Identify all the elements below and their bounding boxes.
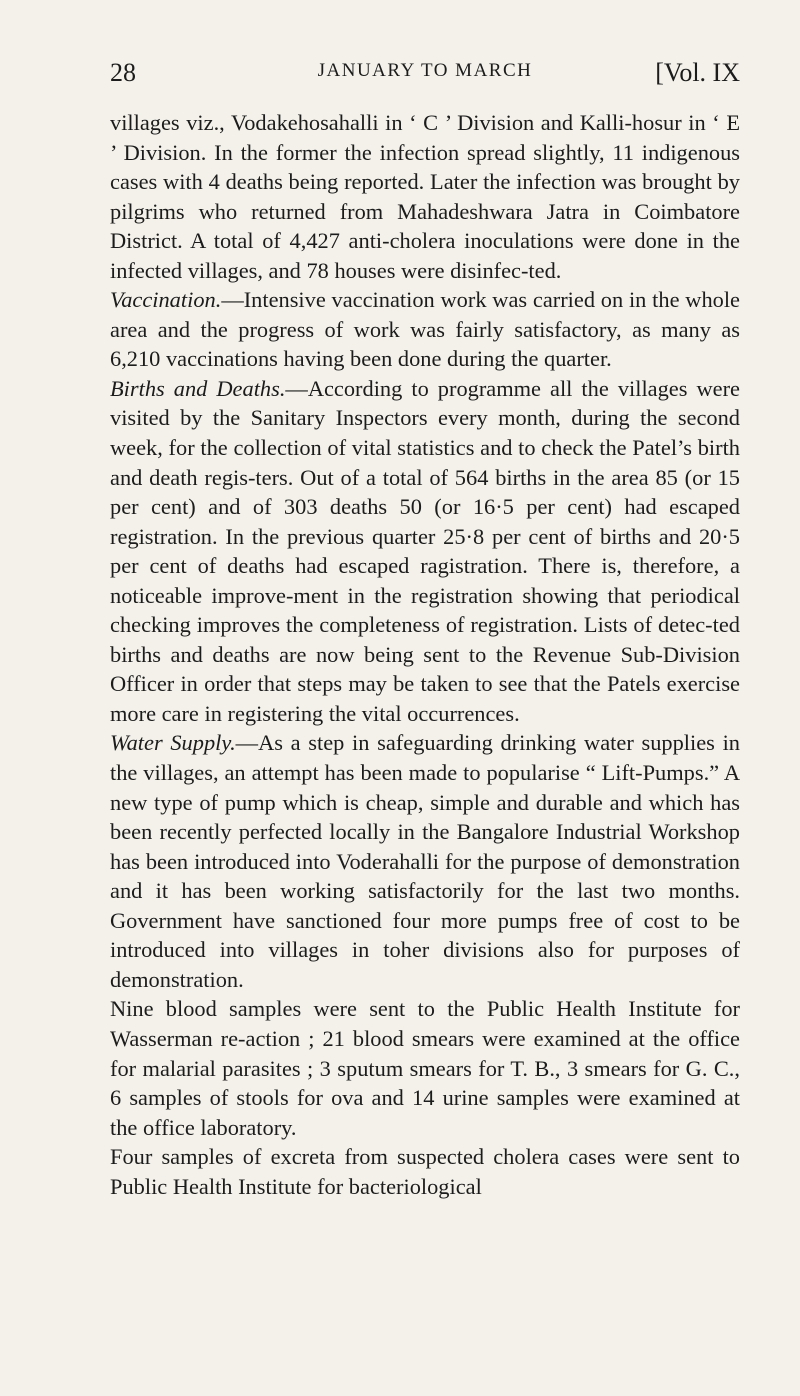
paragraph-lead: Births and Deaths.	[110, 375, 286, 401]
paragraph-cholera-continued	[110, 108, 740, 285]
paragraph-vaccination	[110, 285, 740, 374]
paragraph-text: —As a step in safeguarding drinking water supplies in the villages, an attempt has been made to popularise “ Lift-Pumps.” A new type of pump which is cheap, simple and durable and which has been recently perfected locally in the Bangalore Industrial Workshop has been introduced into Voderahalli for the purpose of demonstration and it has been working satisfactorily for the last two months. Government have sanctioned four more pumps free of cost to be introduced into villages in toher divisions also for purposes of demonstration.	[110, 730, 740, 992]
running-head	[110, 58, 740, 92]
paragraph-births-deaths	[110, 374, 740, 729]
paragraph-lead: Water Supply.	[110, 730, 236, 756]
paragraph-excreta-samples	[110, 1142, 740, 1201]
section-title: JANUARY TO MARCH	[317, 60, 533, 81]
paragraph-text: Nine blood samples were sent to the Public Health Institute for Wasserman re-action ; 21 blood smears were examined at the office for malarial parasites ; 3 sputum smears for T. B., 3 smears for G. C., 6 samples of stools for ova and 14 urine samples were examined at the office laboratory.	[110, 996, 740, 1140]
volume-label: [Vol. IX	[655, 58, 740, 87]
page-number: 28	[110, 58, 136, 87]
paragraph-text: villages viz., Vodakehosahalli in ‘ C ’ Division and Kalli-hosur in ‘ E ’ Division. In the former the infection spread slightly, 11 indigenous cases with 4 deaths being reported. Later the infection was brought by pilgrims who returned from Mahadeshwara Jatra in Coimbatore District. A total of 4,427 anti-cholera inoculations were done in the infected villages, and 78 houses were disinfec-ted.	[110, 110, 740, 283]
paragraph-blood-samples	[110, 994, 740, 1142]
paragraph-text: —Intensive vaccination work was carried on in the whole area and the progress of work was fairly satisfactory, as many as 6,210 vaccinations having been done during the quarter.	[110, 287, 740, 372]
paragraph-text: —According to programme all the villages were visited by the Sanitary Inspectors every month, during the second week, for the collection of vital statistics and to check the Patel’s birth and death regis-ters. Out of a total of 564 births in the area 85 (or 15 per cent) and of 303 deaths 50 (or 16·5 per cent) had escaped registration. In the previous quarter 25·8 per cent of births and 20·5 per cent of deaths had escaped ragistration. There is, therefore, a noticeable improve-ment in the registration showing that periodical checking improves the completeness of registration. Lists of detec-ted births and deaths are now being sent to the Revenue Sub-Division Officer in order that steps may be taken to see that the Patels exercise more care in registering the vital occurrences.	[110, 375, 740, 726]
body-text	[110, 108, 740, 1201]
paragraph-water-supply	[110, 728, 740, 994]
paragraph-text: Four samples of excreta from suspected cholera cases were sent to Public Health Institute for bacteriological	[110, 1144, 740, 1199]
paragraph-lead: Vaccination.	[110, 287, 222, 313]
